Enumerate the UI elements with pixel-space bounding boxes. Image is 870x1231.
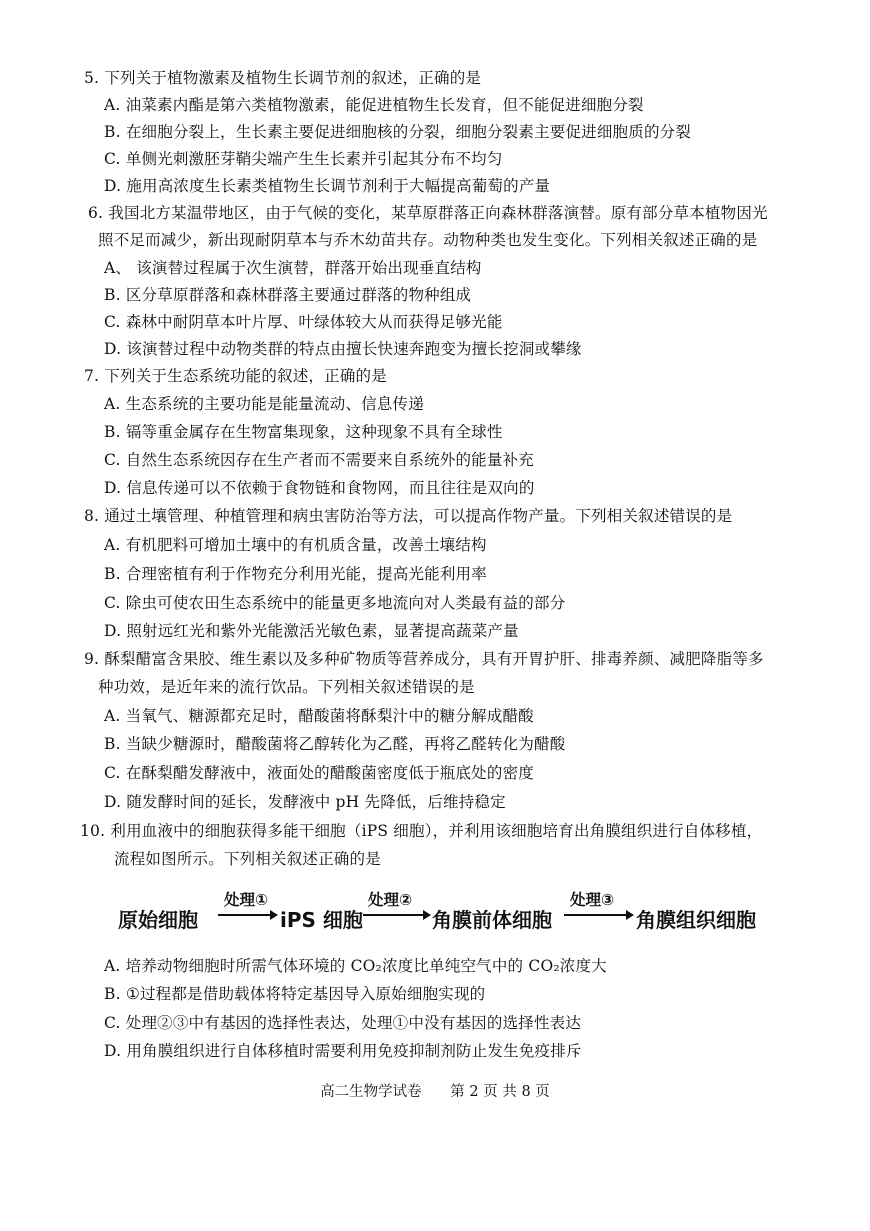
cell-process-flow-diagram	[118, 888, 768, 938]
arrow-right-icon	[564, 908, 634, 922]
question-5-option-c: C. 单侧光刺激胚芽鞘尖端产生生长素并引起其分布不均匀	[104, 150, 503, 168]
footer-page-number: 第 2 页 共 8 页	[450, 1084, 550, 1100]
question-6-option-d: D. 该演替过程中动物类群的特点由擅长快速奔跑变为擅长挖洞或攀缘	[104, 340, 582, 358]
question-8-option-d: D. 照射远红光和紫外光能激活光敏色素，显著提高蔬菜产量	[104, 622, 519, 640]
diagram-node-original-cell: 原始细胞	[118, 908, 198, 932]
question-6-stem-line-1: 6. 我国北方某温带地区，由于气候的变化，某草原群落正向森林群落演替。原有部分草本植物因光	[88, 204, 768, 222]
question-6-option-a: A、 该演替过程属于次生演替，群落开始出现垂直结构	[104, 259, 482, 277]
question-6-option-b: B. 区分草原群落和森林群落主要通过群落的物种组成	[104, 286, 472, 304]
diagram-step-1-label: 处理①	[224, 891, 269, 909]
page-footer	[0, 1080, 870, 1101]
question-8-option-a: A. 有机肥料可增加土壤中的有机质含量，改善土壤结构	[104, 536, 487, 554]
question-10-option-d: D. 用角膜组织进行自体移植时需要利用免疫抑制剂防止发生免疫排斥	[104, 1042, 582, 1060]
arrow-right-icon	[363, 908, 431, 922]
arrow-right-icon	[218, 908, 278, 922]
question-8-stem: 8. 通过土壤管理、种植管理和病虫害防治等方法，可以提高作物产量。下列相关叙述错误的是	[84, 507, 733, 525]
question-5-option-d: D. 施用高浓度生长素类植物生长调节剂利于大幅提高葡萄的产量	[104, 177, 551, 195]
question-9-option-c: C. 在酥梨醋发酵液中，液面处的醋酸菌密度低于瓶底处的密度	[104, 764, 534, 782]
diagram-node-ips-cell: iPS 细胞	[280, 908, 363, 932]
question-6-option-c: C. 森林中耐阴草本叶片厚、叶绿体较大从而获得足够光能	[104, 313, 503, 331]
question-5-option-a: A. 油菜素内酯是第六类植物激素，能促进植物生长发育，但不能促进细胞分裂	[104, 96, 644, 114]
question-8-option-b: B. 合理密植有利于作物充分利用光能，提高光能利用率	[104, 565, 487, 583]
question-7-option-d: D. 信息传递可以不依赖于食物链和食物网，而且往往是双向的	[104, 479, 535, 497]
diagram-node-corneal-tissue-cell: 角膜组织细胞	[636, 908, 756, 932]
question-9-stem-line-1: 9. 酥梨醋富含果胶、维生素以及多种矿物质等营养成分，具有开胃护肝、排毒养颜、减肥降脂等多	[84, 650, 764, 668]
question-10-stem-line-2: 流程如图所示。下列相关叙述正确的是	[114, 850, 381, 868]
diagram-step-2-label: 处理②	[368, 891, 413, 909]
question-6-stem-line-2: 照不足而减少，新出现耐阴草本与乔木幼苗共存。动物种类也发生变化。下列相关叙述正确的是	[98, 231, 758, 249]
question-10-option-a: A. 培养动物细胞时所需气体环境的 CO₂浓度比单纯空气中的 CO₂浓度大	[104, 957, 607, 975]
diagram-step-3-label: 处理③	[570, 891, 615, 909]
question-7-option-b: B. 镉等重金属存在生物富集现象，这种现象不具有全球性	[104, 423, 503, 441]
question-9-option-b: B. 当缺少糖源时，醋酸菌将乙醇转化为乙醛，再将乙醛转化为醋酸	[104, 735, 566, 753]
question-5-option-b: B. 在细胞分裂上，生长素主要促进细胞核的分裂，细胞分裂素主要促进细胞质的分裂	[104, 123, 692, 141]
question-9-option-a: A. 当氧气、糖源都充足时，醋酸菌将酥梨汁中的糖分解成醋酸	[104, 707, 534, 725]
question-10-option-c: C. 处理②③中有基因的选择性表达，处理①中没有基因的选择性表达	[104, 1014, 582, 1032]
question-7-stem: 7. 下列关于生态系统功能的叙述，正确的是	[84, 367, 387, 385]
question-9-stem-line-2: 种功效，是近年来的流行饮品。下列相关叙述错误的是	[98, 678, 475, 696]
question-10-option-b: B. ①过程都是借助载体将特定基因导入原始细胞实现的	[104, 985, 486, 1003]
diagram-node-corneal-precursor-cell: 角膜前体细胞	[432, 908, 552, 932]
question-7-option-c: C. 自然生态系统因存在生产者而不需要来自系统外的能量补充	[104, 451, 534, 469]
question-9-option-d: D. 随发酵时间的延长，发酵液中 pH 先降低，后维持稳定	[104, 793, 506, 811]
footer-subject: 高二生物学试卷	[320, 1084, 422, 1100]
question-5-stem: 5. 下列关于植物激素及植物生长调节剂的叙述，正确的是	[84, 69, 482, 87]
question-8-option-c: C. 除虫可使农田生态系统中的能量更多地流向对人类最有益的部分	[104, 594, 566, 612]
question-10-stem-line-1: 10. 利用血液中的细胞获得多能干细胞（iPS 细胞），并利用该细胞培育出角膜组织进行自体移植，	[80, 822, 763, 840]
question-7-option-a: A. 生态系统的主要功能是能量流动、信息传递	[104, 395, 424, 413]
